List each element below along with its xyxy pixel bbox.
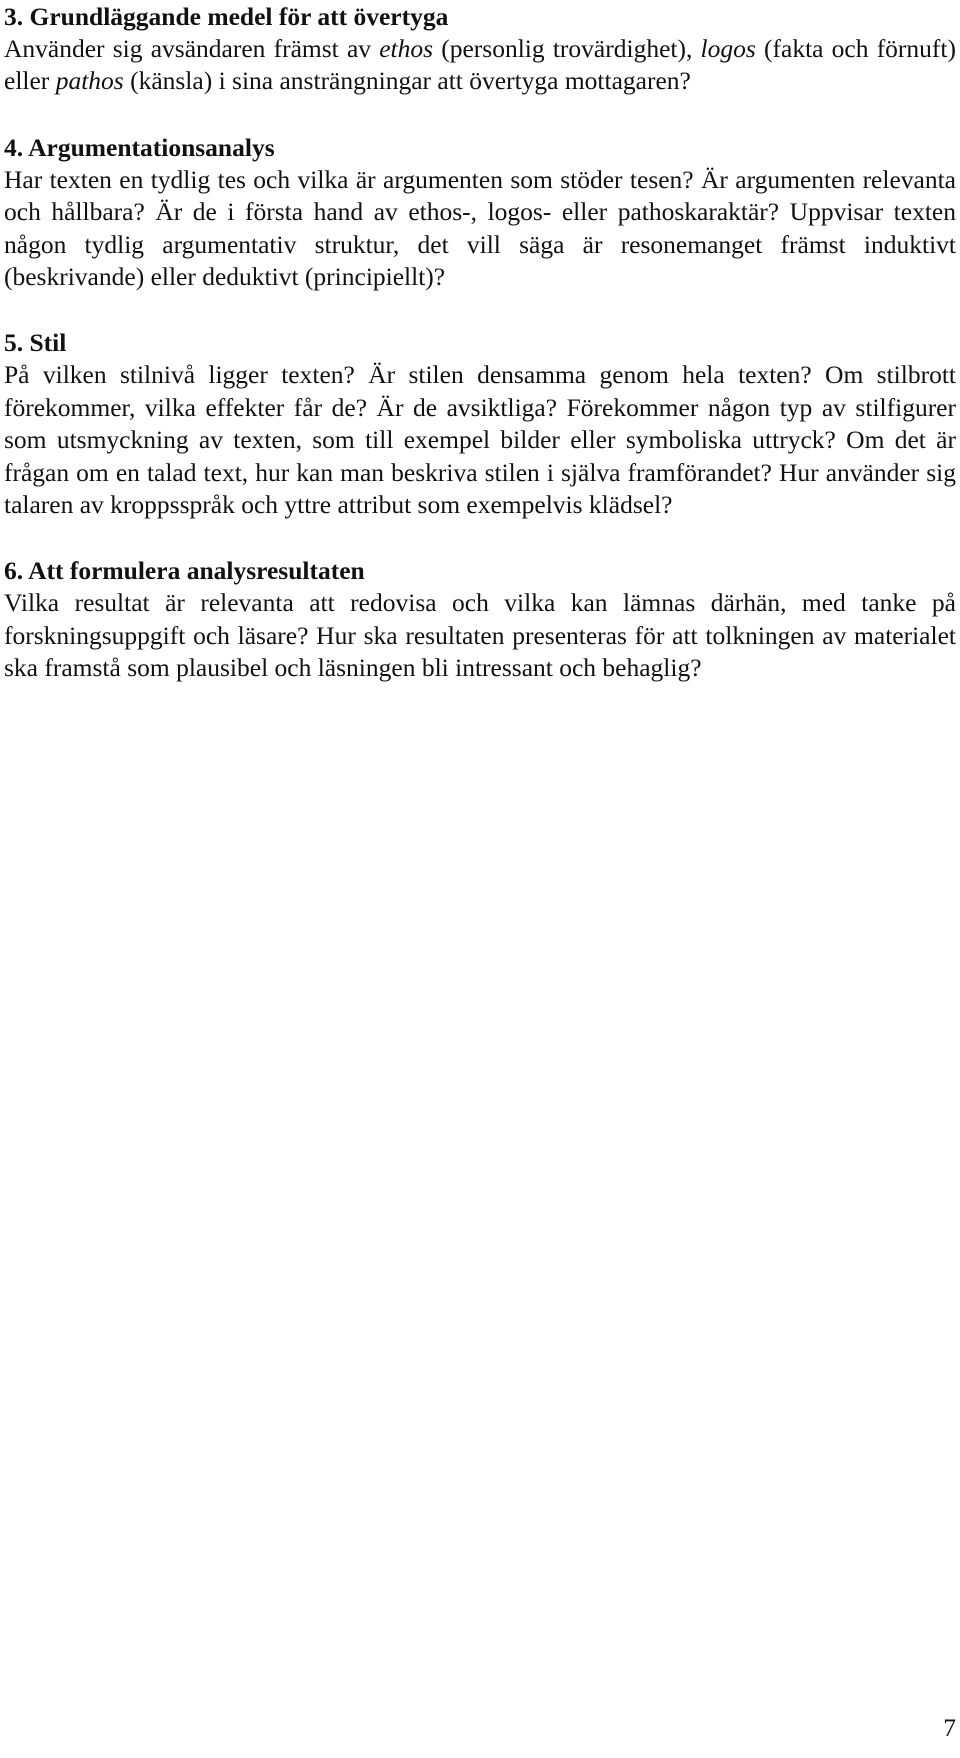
section-heading: 3. Grundläggande medel för att övertyga [4, 2, 449, 31]
section-heading: 6. Att formulera analysresultaten [4, 556, 365, 586]
paragraph-text: (personlig trovärdighet), [433, 34, 701, 63]
page-number: 7 [943, 1713, 956, 1742]
paragraph-text: (känsla) i sina ansträngningar att övertyga mottagaren? [123, 66, 691, 96]
section-heading: 5. Stil [4, 328, 67, 358]
paragraph-term-ethos: ethos [379, 34, 434, 63]
section-paragraph: Vilka resultat är relevanta att redovisa och vilka kan lämnas därhän, med tanke på forskningsuppgift och läsare? Hur ska resultaten presenteras för att tolkningen av materialet ska framstå som plausibel och läsningen bli intressant och behaglig? [4, 588, 956, 683]
section-paragraph: Har texten en tydlig tes och vilka är argumenten som stöder tesen? Är argumenten relevanta och hållbara? Är de i första hand av ethos-, logos- eller pathoskaraktär? Uppvisar texten någon tydlig argumentativ struktur, det vill säga är resonemanget främst induktivt (beskrivande) eller deduktivt (principiellt)? [4, 164, 956, 292]
paragraph-term-pathos: pathos [55, 66, 124, 96]
paragraph-term-logos: logos [700, 34, 756, 63]
document-page [4, 0, 956, 718]
section-5-style [4, 326, 956, 521]
section-paragraph: På vilken stilnivå ligger texten? Är stilen densamma genom hela texten? Om stilbrott förekommer, vilka effekter får de? Är de avsiktliga? Förekommer någon typ av stilfigurer som utsmyckning av texten, som till exempel bilder eller symboliska uttryck? Om det är frågan om en talad text, hur kan man beskriva stilen i själva framförandet? Hur använder sig talaren av kroppsspråk och yttre attribut som exempelvis klädsel? [4, 360, 956, 520]
section-4-argumentation-analysis [4, 131, 956, 294]
section-3-means-of-persuasion [4, 0, 956, 98]
paragraph-text: Använder sig avsändaren främst av [4, 34, 380, 63]
paragraph-text: (fakta och förnuft) eller [4, 34, 956, 96]
section-6-formulating-results [4, 554, 956, 684]
section-paragraph [4, 33, 956, 98]
section-heading: 4. Argumentationsanalys [4, 132, 275, 162]
